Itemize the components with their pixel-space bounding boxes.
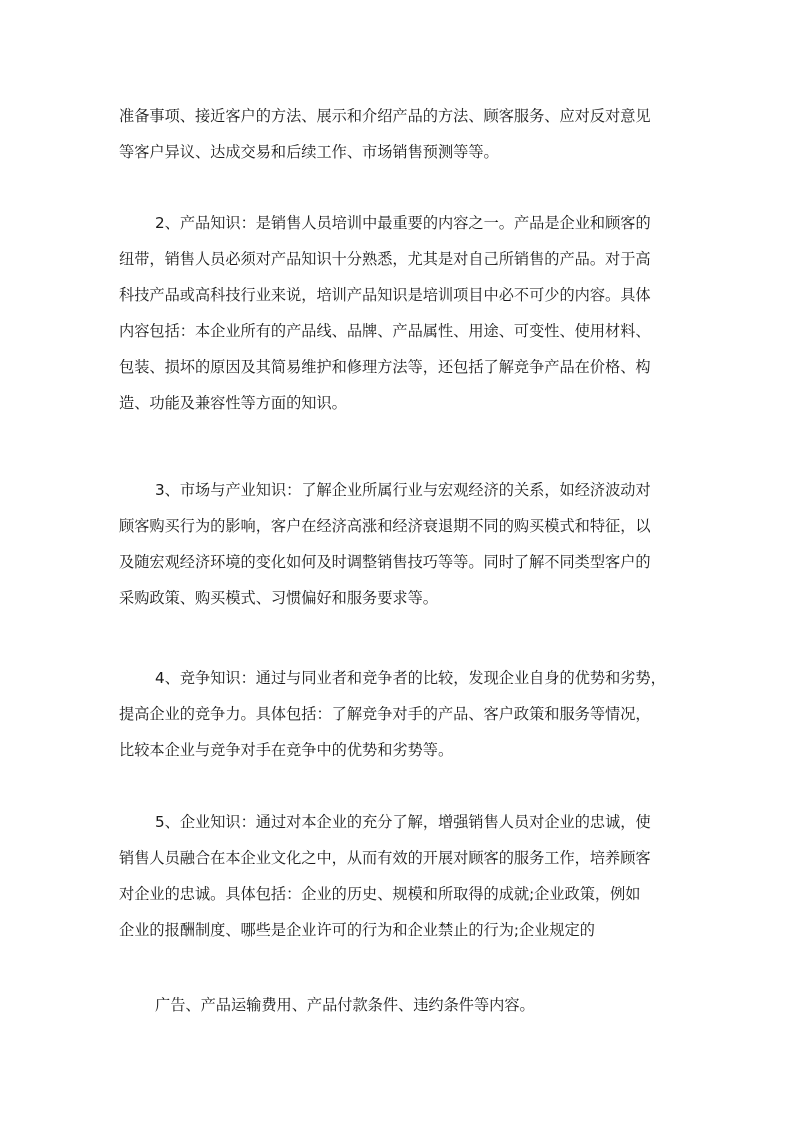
text-line: 内容包括：本企业所有的产品线、品牌、产品属性、用途、可变性、使用材料、 — [119, 322, 651, 340]
paragraph-market-knowledge — [119, 472, 679, 616]
text-line: 采购政策、购买模式、习惯偏好和服务要求等。 — [119, 589, 438, 607]
paragraph-preparation — [119, 98, 679, 170]
paragraph-competition-knowledge — [119, 660, 679, 768]
paragraph-continuation — [119, 987, 679, 1023]
text-line: 销售人员融合在本企业文化之中，从而有效的开展对顾客的服务工作，培养顾客 — [119, 849, 651, 867]
text-line: 比较本企业与竞争对手在竞争中的优势和劣势等。 — [119, 741, 454, 759]
text-line: 纽带，销售人员必须对产品知识十分熟悉，尤其是对自己所销售的产品。对于高 — [119, 250, 651, 268]
text-line: 等客户异议、达成交易和后续工作、市场销售预测等等。 — [119, 143, 499, 161]
text-line: 广告、产品运输费用、产品付款条件、违约条件等内容。 — [155, 996, 535, 1014]
text-line: 准备事项、接近客户的方法、展示和介绍产品的方法、顾客服务、应对反对意见 — [119, 107, 651, 125]
text-line: 4、竞争知识：通过与同业者和竞争者的比较，发现企业自身的优势和劣势， — [155, 669, 666, 687]
text-line: 造、功能及兼容性等方面的知识。 — [119, 394, 347, 412]
text-line: 2、产品知识：是销售人员培训中最重要的内容之一。产品是企业和顾客的 — [155, 214, 651, 232]
text-line: 5、企业知识：通过对本企业的充分了解，增强销售人员对企业的忠诚，使 — [155, 813, 651, 831]
text-line: 提高企业的竞争力。具体包括：了解竞争对手的产品、客户政策和服务等情况， — [119, 705, 651, 723]
paragraph-product-knowledge — [119, 205, 679, 421]
paragraph-enterprise-knowledge — [119, 804, 679, 948]
text-line: 3、市场与产业知识：了解企业所属行业与宏观经济的关系，如经济波动对 — [155, 481, 651, 499]
text-line: 对企业的忠诚。具体包括：企业的历史、规模和所取得的成就;企业政策，例如 — [119, 885, 641, 903]
text-line: 包装、损坏的原因及其简易维护和修理方法等，还包括了解竞争产品在价格、构 — [119, 358, 651, 376]
text-line: 科技产品或高科技行业来说，培训产品知识是培训项目中必不可少的内容。具体 — [119, 286, 651, 304]
text-line: 及随宏观经济环境的变化如何及时调整销售技巧等等。同时了解不同类型客户的 — [119, 553, 651, 571]
text-line: 企业的报酬制度、哪些是企业许可的行为和企业禁止的行为;企业规定的 — [119, 921, 595, 939]
text-line: 顾客购买行为的影响，客户在经济高涨和经济衰退期不同的购买模式和特征，以 — [119, 517, 651, 535]
